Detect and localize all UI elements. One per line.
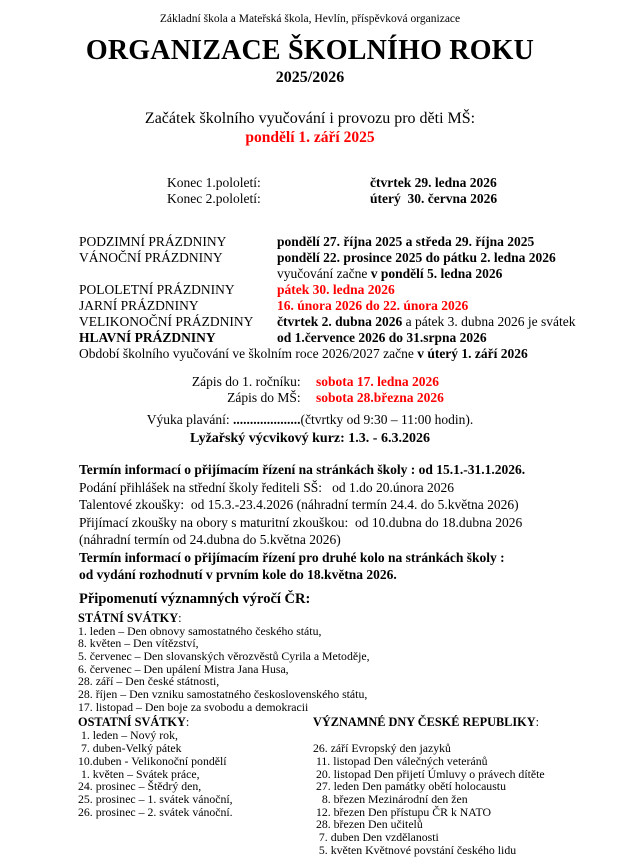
- half-term-holidays-date: pátek 30. ledna 2026: [277, 282, 395, 297]
- list-item: 5. červenec – Den slovanských věrozvěstů Cyrila a Metoděje,: [78, 648, 370, 663]
- intro-date: pondělí 1. září 2025: [245, 129, 375, 146]
- table-row: [167, 191, 620, 207]
- holidays-section: [0, 234, 620, 362]
- list-item: 11. listopad Den válečných veteránů: [313, 753, 488, 768]
- table-row: [79, 282, 600, 298]
- kindergarten-enrollment-label: Zápis do MŠ:: [227, 389, 304, 405]
- table-row: [79, 330, 600, 346]
- table-row: [167, 175, 620, 191]
- list-item: 8. březen Mezinárodní den žen: [313, 791, 468, 806]
- org-line: Základní škola a Mateřská škola, Hevlín, příspěvková organizace: [159, 13, 461, 25]
- list-item: 1. květen – Svátek práce,: [78, 766, 200, 781]
- next-school-year-line: Období školního vyučování ve školním roce 2026/2027 začne v úterý 1. září 2026: [79, 346, 528, 361]
- list-item: 26. prosinec – 2. svátek vánoční.: [78, 804, 233, 819]
- significant-days-column: [313, 715, 620, 856]
- table-row: [79, 266, 600, 282]
- admission-section: [0, 461, 620, 584]
- swimming-line: Výuka plavání: ....................(čtvrtky od 9:30 – 11:00 hodin).: [146, 412, 474, 427]
- spring-holidays-date: 16. února 2026 do 22. února 2026: [277, 298, 469, 313]
- admission-info-line: Termín informací o přijímacím řízení na stránkách školy : od 15.1.-31.1.2026.: [79, 462, 526, 477]
- talent-exams-line: Talentové zkoušky: od 15.3.-23.4.2026 (náhradní termín 24.4. do 5.května 2026): [79, 497, 519, 512]
- significant-days-heading: VÝZNAMNÉ DNY ČESKÉ REPUBLIKY:: [313, 715, 540, 730]
- summer-holidays-date: od 1.července 2026 do 31.srpna 2026: [277, 330, 487, 345]
- first-grade-enrollment-date: sobota 17. ledna 2026: [316, 374, 440, 389]
- list-item: 17. listopad – Den boje za svobodu a demokracii: [78, 699, 309, 714]
- christmas-holidays-label: VÁNOČNÍ PRÁZDNINY: [79, 250, 223, 265]
- enrollment-section: [0, 374, 620, 405]
- school-year: 2025/2026: [275, 69, 345, 86]
- other-holidays-column: [78, 715, 313, 856]
- table-row: [79, 234, 600, 250]
- two-column-section: [0, 715, 620, 856]
- kindergarten-enrollment-date: sobota 28.března 2026: [316, 389, 444, 405]
- state-holidays-heading: STÁTNÍ SVÁTKY:: [78, 610, 182, 625]
- list-item: 5. květen Květnové povstání českého lidu: [313, 842, 517, 857]
- list-item: 6. červenec – Den upálení Mistra Jana Husa,: [78, 661, 289, 676]
- christmas-note: vyučování začne v pondělí 5. ledna 2026: [277, 266, 503, 281]
- autumn-holidays-label: PODZIMNÍ PRÁZDNINY: [79, 234, 227, 249]
- anniversaries-heading: Připomenutí významných výročí ČR:: [79, 590, 311, 607]
- list-item: 7. duben Den vzdělanosti: [313, 830, 439, 845]
- list-item: 1. leden – Den obnovy samostatného českého státu,: [78, 623, 322, 638]
- semester2-date: úterý 30. června 2026: [370, 191, 498, 206]
- list-item: 28. březen Den učitelů: [313, 817, 423, 832]
- spring-holidays-label: JARNÍ PRÁZDNINY: [79, 298, 199, 313]
- list-item: 1. leden – Nový rok,: [78, 728, 178, 743]
- list-item: 20. listopad Den přijetí Úmluvy o právech dítěte: [313, 766, 545, 781]
- summer-holidays-label: HLAVNÍ PRÁZDNINY: [79, 330, 216, 345]
- easter-holidays-date: čtvrtek 2. dubna 2026 a pátek 3. dubna 2026 je svátek: [277, 314, 576, 329]
- autumn-holidays-date: pondělí 27. října 2025 a středa 29. října 2025: [277, 234, 535, 249]
- list-item: 24. prosinec – Štědrý den,: [78, 779, 202, 794]
- entrance-exams-line: Přijímací zkoušky na obory s maturitní zkouškou: od 10.dubna do 18.dubna 2026: [79, 514, 523, 530]
- state-holidays-section: [0, 611, 620, 714]
- list-item: 28. září – Den české státnosti,: [78, 674, 220, 689]
- intro-line: Začátek školního vyučování i provozu pro děti MŠ:: [144, 110, 476, 127]
- second-round-info-line2: od vydání rozhodnutí v prvním kole do 18.května 2026.: [79, 567, 397, 582]
- second-round-info-line1: Termín informací o přijímacím řízení pro druhé kolo na stránkách školy :: [79, 549, 505, 565]
- list-item: 27. leden Den památky obětí holocaustu: [313, 779, 506, 794]
- entrance-exams-alt-line: (náhradní termín od 24.dubna do 5.května 2026): [79, 532, 341, 547]
- table-row: [79, 298, 600, 314]
- list-item: 25. prosinec – 1. svátek vánoční,: [78, 791, 233, 806]
- christmas-holidays-date: pondělí 22. prosince 2025 do pátku 2. ledna 2026: [277, 250, 556, 265]
- list-item: 28. říjen – Den vzniku samostatného československého státu,: [78, 687, 368, 702]
- other-holidays-heading: OSTATNÍ SVÁTKY:: [78, 715, 190, 730]
- list-item: 7. duben-Velký pátek: [78, 741, 182, 756]
- first-grade-enrollment-label: Zápis do 1. ročníku:: [191, 374, 304, 389]
- list-item: 8. květen – Den vítězství,: [78, 636, 199, 651]
- semester1-label: Konec 1.pololetí:: [167, 175, 261, 190]
- easter-holidays-label: VELIKONOČNÍ PRÁZDNINY: [79, 314, 254, 329]
- semester2-label: Konec 2.pololetí:: [167, 191, 261, 206]
- half-term-holidays-label: POLOLETNÍ PRÁZDNINY: [79, 282, 235, 297]
- page-title: ORGANIZACE ŠKOLNÍHO ROKU: [85, 35, 535, 66]
- list-item: 10.duben - Velikonoční pondělí: [78, 753, 227, 768]
- table-row: [79, 250, 600, 266]
- ski-course-line: Lyžařský výcvikový kurz: 1.3. - 6.3.2026: [190, 431, 430, 446]
- list-item: 26. září Evropský den jazyků: [313, 741, 451, 756]
- list-item: 12. březen Den přístupu ČR k NATO: [313, 804, 492, 819]
- semester1-date: čtvrtek 29. ledna 2026: [370, 175, 497, 190]
- application-deadline-line: Podání přihlášek na střední školy řediteli SŠ: od 1.do 20.února 2026: [79, 479, 454, 495]
- table-row: [79, 314, 600, 330]
- semester-end-section: [0, 175, 620, 207]
